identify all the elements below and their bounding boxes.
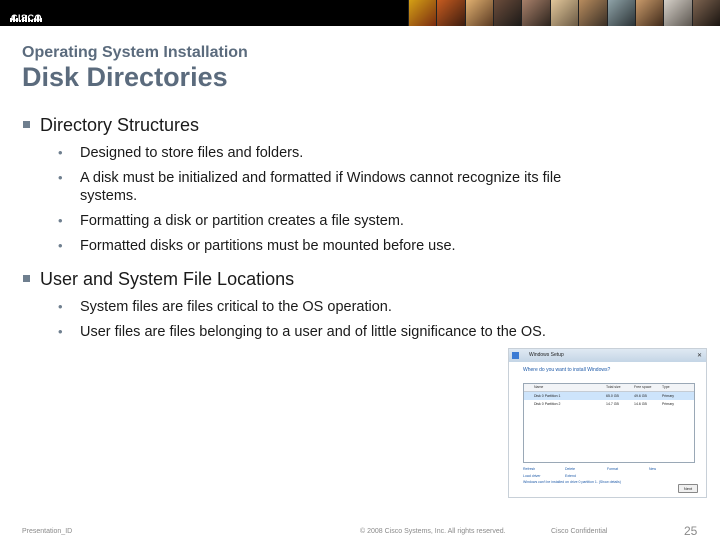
logo-text: CISCO xyxy=(11,13,43,23)
delete-link: Delete xyxy=(565,467,576,471)
cisco-logo xyxy=(8,3,44,23)
section-heading-text: User and System File Locations xyxy=(40,269,295,289)
square-bullet-icon xyxy=(23,275,30,282)
column-header: Total size xyxy=(606,385,621,389)
column-header: Free space xyxy=(634,385,652,389)
bullet-item xyxy=(22,237,572,255)
dot-bullet-icon: • xyxy=(58,170,63,185)
setup-window-title: Windows Setup xyxy=(529,352,564,358)
table-cell: 65.0 GB xyxy=(606,394,619,398)
dot-bullet-icon: • xyxy=(58,145,63,160)
table-cell: Disk 0 Partition 2 xyxy=(534,402,561,406)
top-banner xyxy=(0,0,720,26)
bullet-item xyxy=(22,212,572,230)
slide-title: Disk Directories xyxy=(22,62,228,92)
photo xyxy=(493,0,521,26)
format-link: Format xyxy=(607,467,619,471)
partition-table-header xyxy=(524,384,694,392)
refresh-link: Refresh xyxy=(523,467,536,471)
bullet-text: Formatting a disk or partition creates a file system. xyxy=(80,213,404,229)
footer-confidential: Cisco Confidential xyxy=(551,528,608,535)
section-heading-text: Directory Structures xyxy=(40,115,200,135)
setup-actions xyxy=(523,467,693,478)
bullet-item xyxy=(22,169,572,205)
column-header: Type xyxy=(662,385,670,389)
setup-window-icon xyxy=(512,352,519,359)
table-cell: 49.6 GB xyxy=(634,394,647,398)
footer-copyright: © 2008 Cisco Systems, Inc. All rights reserved. xyxy=(360,528,506,535)
table-cell: 14.7 GB xyxy=(606,402,619,406)
table-cell: 14.6 GB xyxy=(634,402,647,406)
bullet-text: System files are files critical to the OS operation. xyxy=(80,299,392,315)
dot-bullet-icon: • xyxy=(58,238,63,253)
square-bullet-icon xyxy=(23,121,30,128)
photo xyxy=(663,0,691,26)
photo xyxy=(550,0,578,26)
windows-setup-screenshot xyxy=(508,348,707,498)
dot-bullet-icon: • xyxy=(58,299,63,314)
setup-warning: Windows can't be installed on drive 0 partition 1. (Show details) xyxy=(523,480,621,484)
close-icon: ✕ xyxy=(696,353,702,359)
table-row xyxy=(524,400,694,408)
dot-bullet-icon: • xyxy=(58,213,63,228)
footer-presentation-id: Presentation_ID xyxy=(22,528,73,535)
setup-titlebar xyxy=(509,349,706,362)
slide-content xyxy=(22,114,582,348)
table-cell: Primary xyxy=(662,394,675,398)
photo xyxy=(465,0,493,26)
page-number: 25 xyxy=(684,524,698,538)
bullet-item xyxy=(22,323,572,341)
next-button: Next xyxy=(678,484,698,493)
bullet-item xyxy=(22,298,572,316)
section-heading xyxy=(22,114,582,136)
photo-strip xyxy=(408,0,720,26)
partition-table xyxy=(523,383,695,463)
load-driver-link: Load driver xyxy=(523,474,541,478)
table-row xyxy=(524,392,694,400)
bullet-text: Designed to store files and folders. xyxy=(80,145,304,161)
photo xyxy=(436,0,464,26)
photo xyxy=(635,0,663,26)
extend-link: Extend xyxy=(565,474,576,478)
photo xyxy=(521,0,549,26)
table-cell: Disk 0 Partition 1 xyxy=(534,394,561,398)
photo xyxy=(578,0,606,26)
bullet-text: A disk must be initialized and formatted if Windows cannot recognize its file systems. xyxy=(80,170,562,204)
setup-question: Where do you want to install Windows? xyxy=(523,367,611,373)
photo xyxy=(692,0,720,26)
dot-bullet-icon: • xyxy=(58,324,63,339)
bullet-text: Formatted disks or partitions must be mounted before use. xyxy=(80,238,456,254)
bullet-item xyxy=(22,144,572,162)
section-heading xyxy=(22,268,582,290)
photo xyxy=(607,0,635,26)
table-cell: Primary xyxy=(662,402,675,406)
column-header: Name xyxy=(534,385,544,389)
photo xyxy=(408,0,436,26)
new-link: New xyxy=(649,467,657,471)
bullet-text: User files are files belonging to a user and of little significance to the OS. xyxy=(80,324,546,340)
slide-kicker: Operating System Installation xyxy=(22,44,248,61)
